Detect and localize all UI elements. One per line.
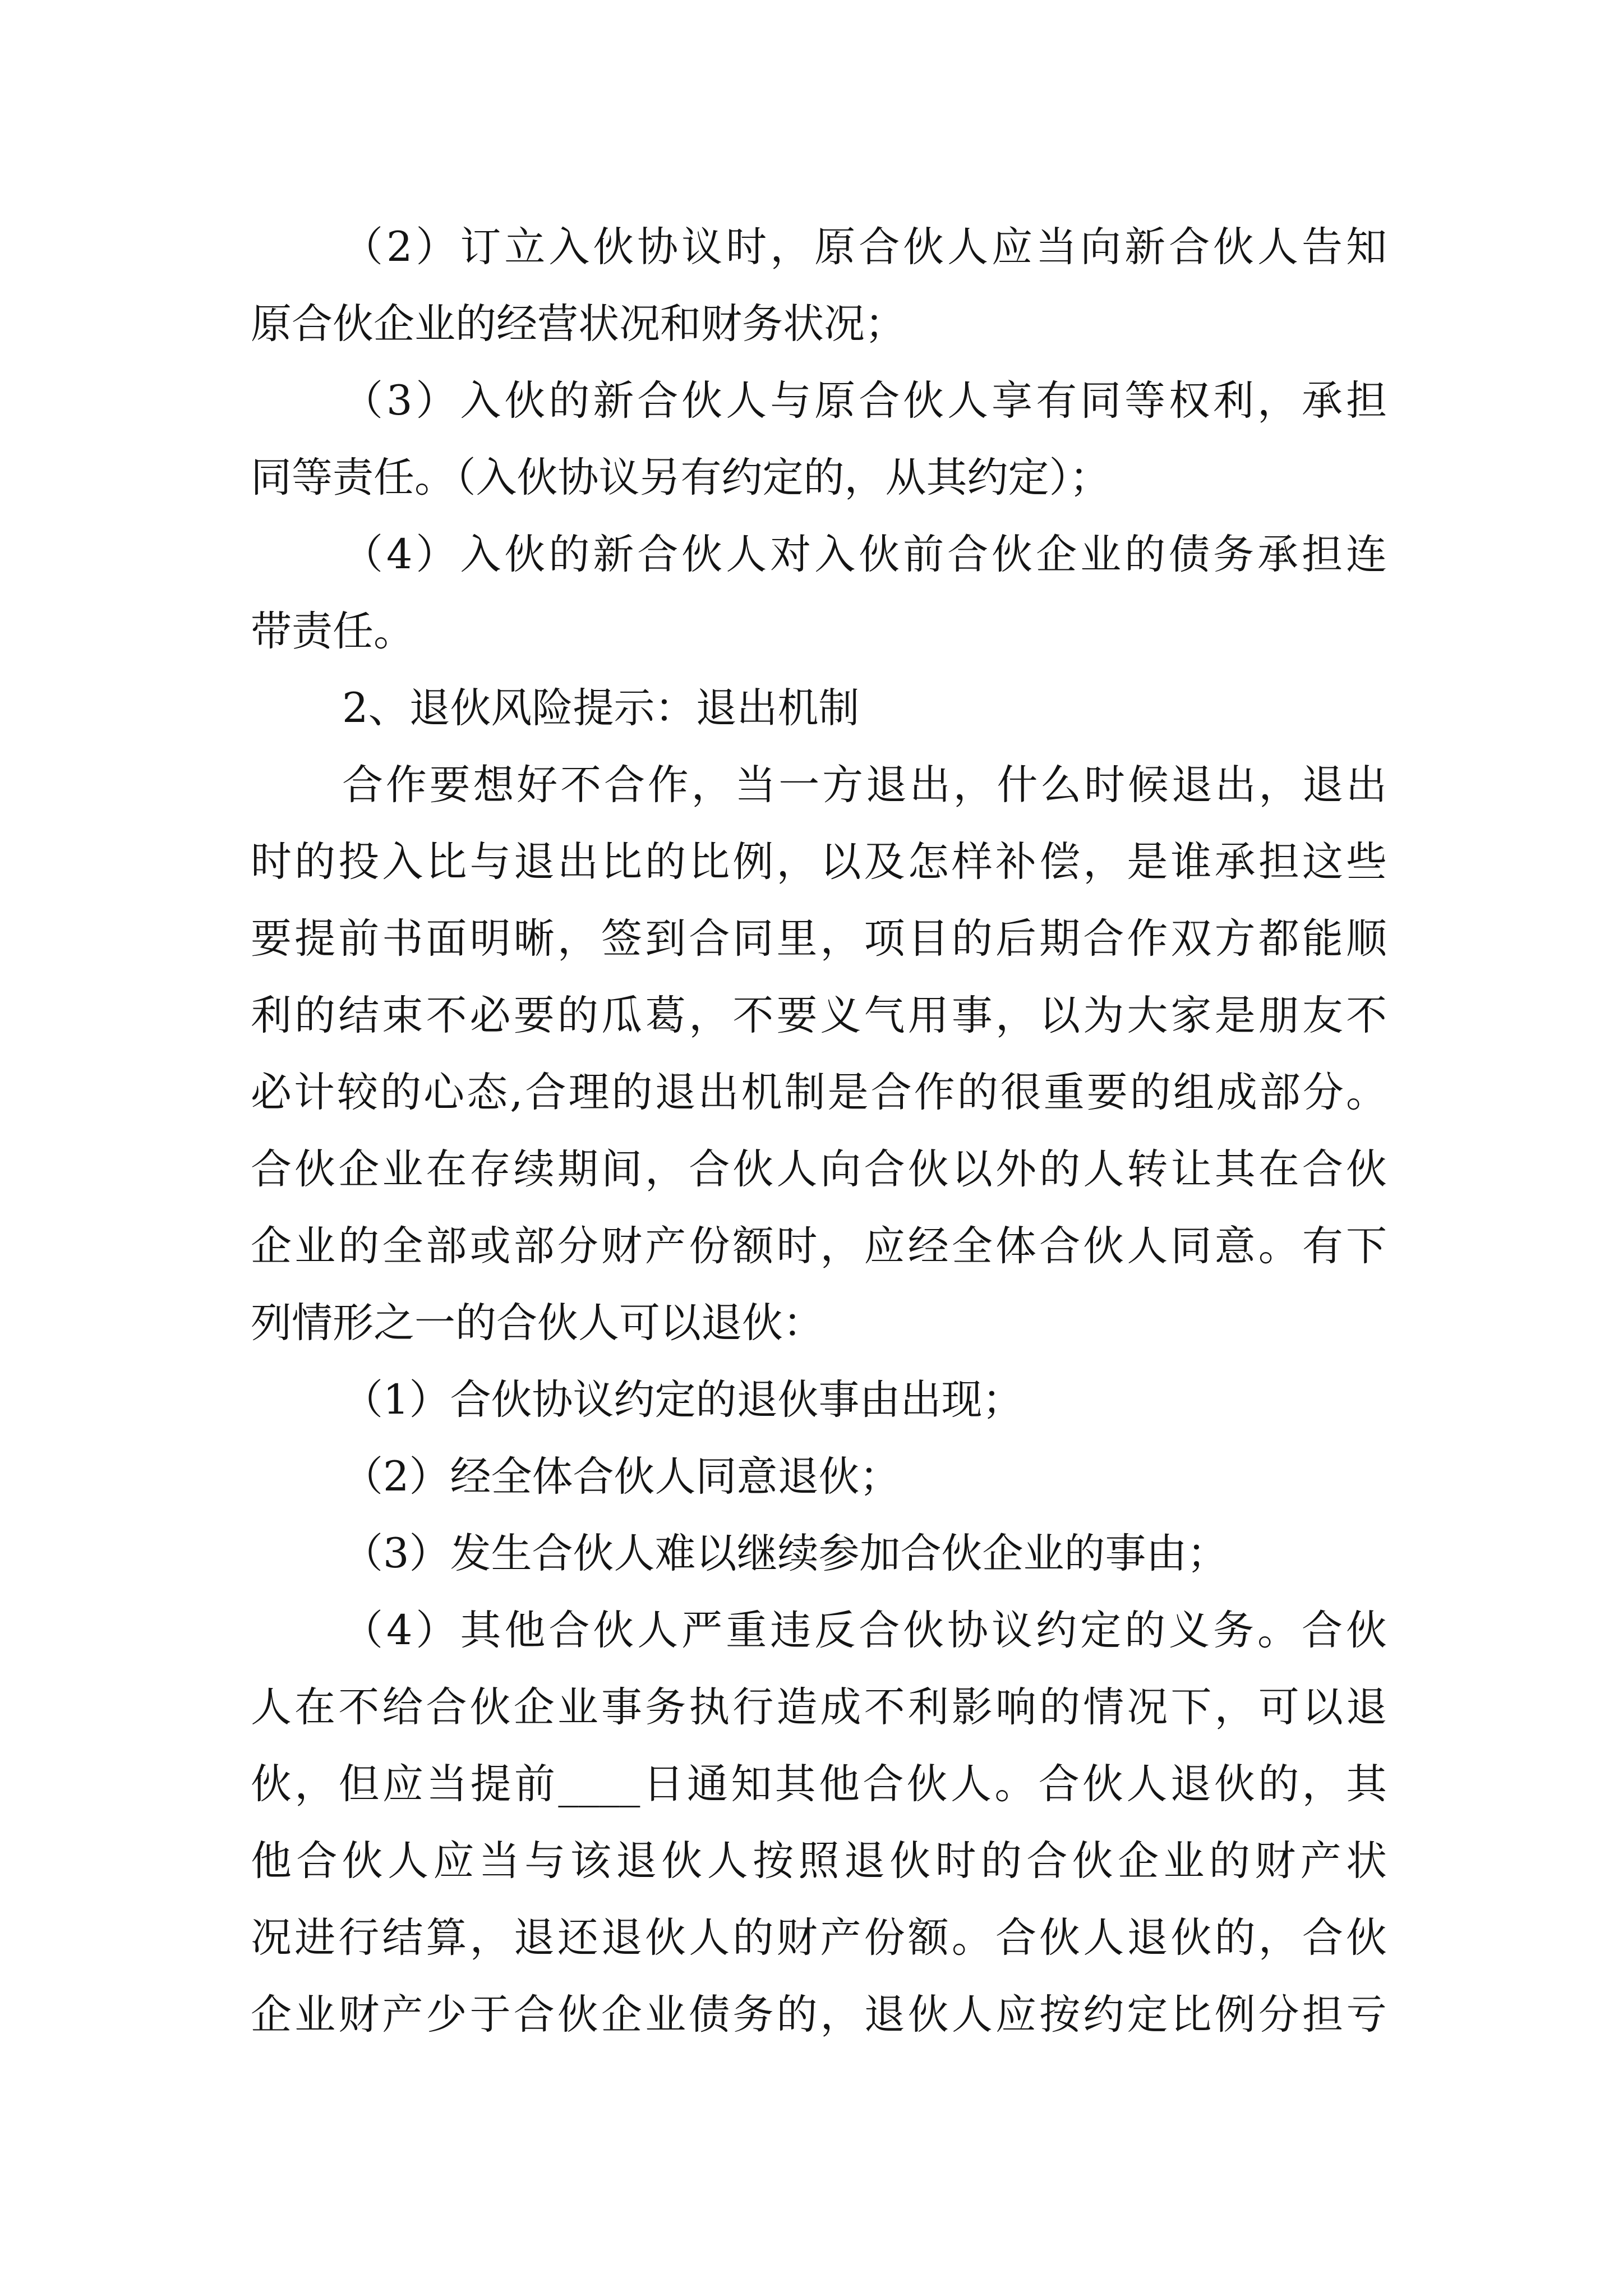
- text-line: （1）合伙协议约定的退伙事由出现；: [342, 1376, 1023, 1424]
- withdrawal-condition-2: [251, 1438, 1387, 1515]
- admission-item-3: [251, 362, 1387, 516]
- exit-mechanism-paragraph: [251, 747, 1387, 1361]
- admission-item-4: [251, 516, 1387, 670]
- text-line: 利的结束不必要的瓜葛，不要义气用事，以为大家是朋友不: [251, 992, 1387, 1039]
- text-line: 合伙企业在存续期间，合伙人向合伙以外的人转让其在合伙: [251, 1145, 1387, 1193]
- text-line: 原合伙企业的经营状况和财务状况；: [251, 300, 906, 348]
- text-line: （4）其他合伙人严重违反合伙协议约定的义务。合伙: [342, 1607, 1387, 1654]
- text-line: （2）订立入伙协议时，原合伙人应当向新合伙人告知: [342, 223, 1387, 271]
- text-line: （3）发生合伙人难以继续参加合伙企业的事由；: [342, 1530, 1228, 1577]
- section-heading: [251, 670, 1387, 747]
- text-line: 必计较的心态,合理的退出机制是合作的很重要的组成部分。: [251, 1069, 1387, 1116]
- text-line: （4）入伙的新合伙人对入伙前合伙企业的债务承担连: [342, 531, 1387, 578]
- withdrawal-condition-3: [251, 1515, 1387, 1592]
- withdrawal-condition-4: [251, 1592, 1387, 2053]
- text-line: 他合伙人应当与该退伙人按照退伙时的合伙企业的财产状: [251, 1837, 1387, 1885]
- section-heading-text: 2、退伙风险提示：退出机制: [342, 684, 860, 732]
- text-line: 企业财产少于合伙企业债务的，退伙人应按约定比例分担亏: [251, 1991, 1387, 2039]
- text-line: （2）经全体合伙人同意退伙；: [342, 1453, 901, 1501]
- text-line: 企业的全部或部分财产份额时，应经全体合伙人同意。有下: [251, 1222, 1387, 1270]
- text-line: 合作要想好不合作，当一方退出，什么时候退出，退出: [342, 761, 1387, 809]
- text-line: 列情形之一的合伙人可以退伙：: [251, 1299, 824, 1347]
- text-line: 人在不给合伙企业事务执行造成不利影响的情况下，可以退: [251, 1683, 1387, 1731]
- text-line: 带责任。: [251, 608, 414, 655]
- text-line: 时的投入比与退出比的比例，以及怎样补偿，是谁承担这些: [251, 838, 1387, 886]
- text-line: 况进行结算，退还退伙人的财产份额。合伙人退伙的，合伙: [251, 1914, 1387, 1962]
- text-line: （3）入伙的新合伙人与原合伙人享有同等权利，承担: [342, 377, 1387, 425]
- admission-item-2: [251, 209, 1387, 362]
- text-line: 要提前书面明晰，签到合同里，项目的后期合作双方都能顺: [251, 915, 1387, 963]
- withdrawal-condition-1: [251, 1361, 1387, 1438]
- text-line: 同等责任。（入伙协议另有约定的，从其约定）；: [251, 454, 1110, 501]
- text-line: 伙，但应当提前____日通知其他合伙人。合伙人退伙的，其: [251, 1760, 1387, 1808]
- document-body: [251, 209, 1387, 2053]
